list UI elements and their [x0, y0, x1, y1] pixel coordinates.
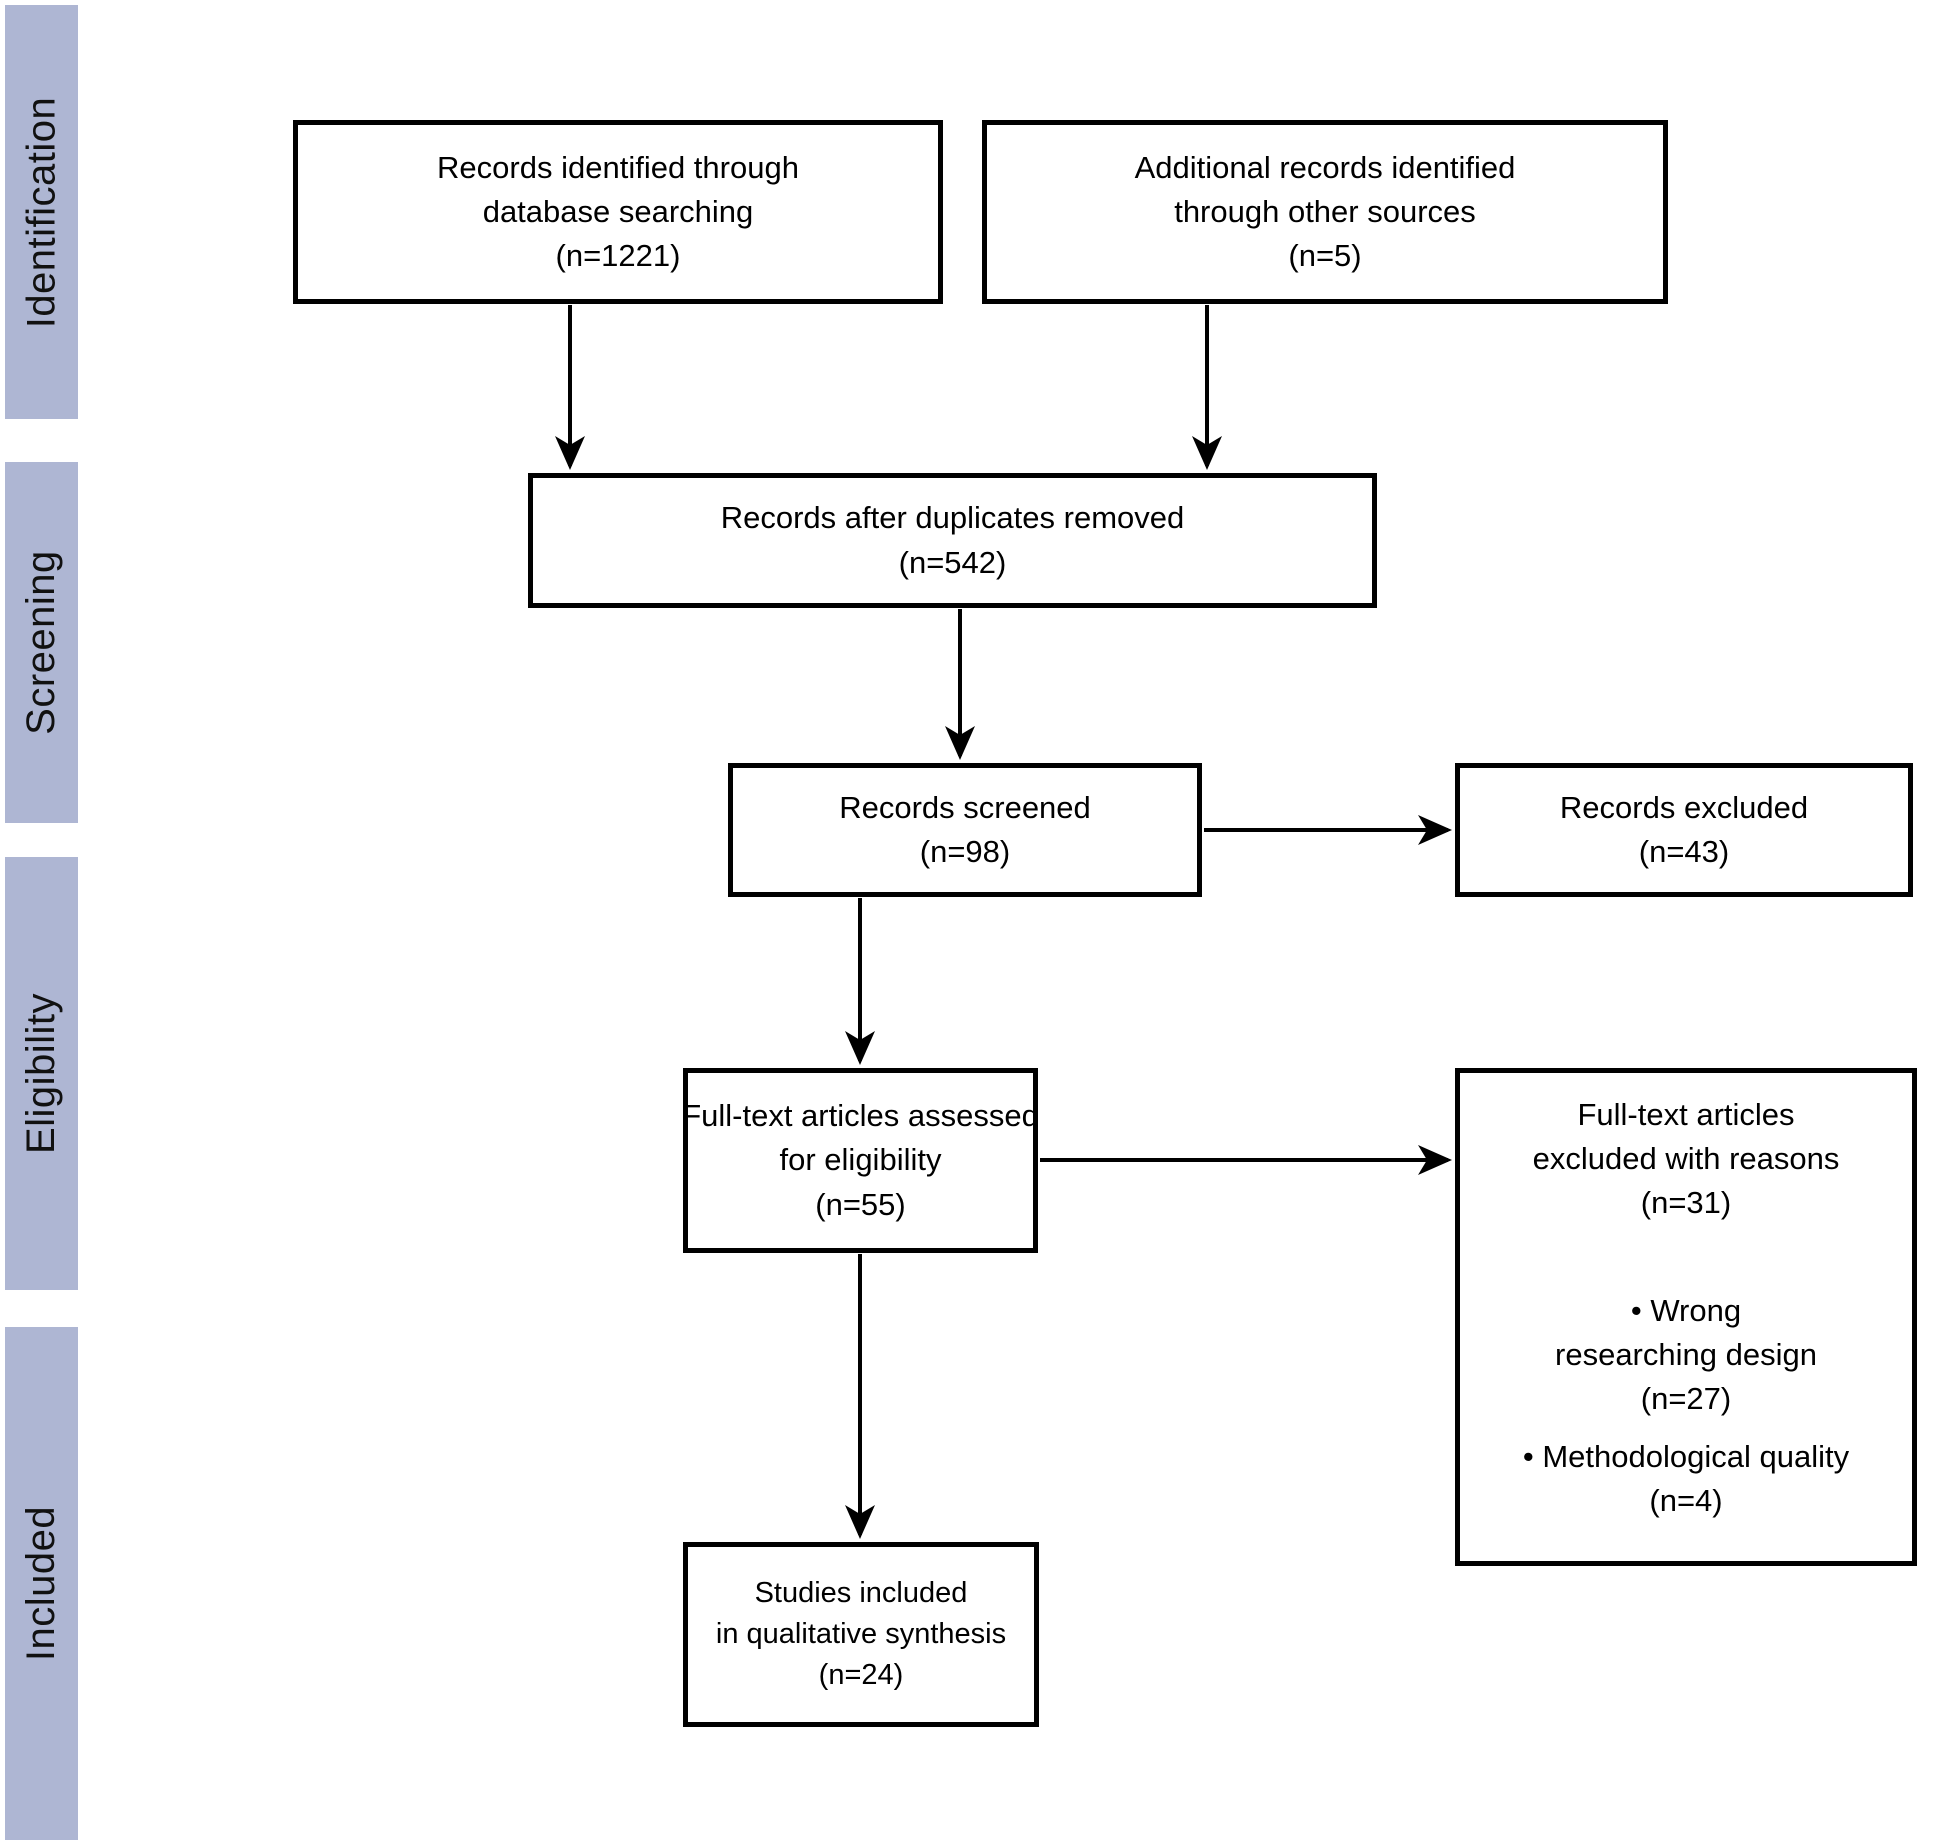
box-count: (n=98): [919, 834, 1011, 869]
box-count: (n=5): [1288, 238, 1362, 273]
stage-label-included: Included: [19, 1505, 64, 1662]
box-line: Full-text articles assessed: [682, 1098, 1039, 1134]
box-line: Records screened: [839, 789, 1091, 825]
box-line: in qualitative synthesis: [715, 1617, 1007, 1650]
stage-label-screening: Screening: [19, 550, 63, 735]
box-line: Records after duplicates removed: [720, 500, 1185, 536]
box-count: (n=542): [898, 544, 1007, 580]
exclusion-reason-line: researching design: [1555, 1337, 1817, 1373]
box-line: through other sources: [1174, 193, 1476, 229]
box-count: (n=24): [818, 1659, 904, 1692]
box-line: Additional records identified: [1134, 149, 1516, 185]
exclusion-reason-bullet: • Wrong: [1630, 1293, 1742, 1329]
box-count: (n=43): [1638, 834, 1730, 869]
stage-label-identification: Identification: [19, 96, 63, 328]
box-line: Records excluded: [1559, 789, 1809, 825]
box-line: database searching: [482, 193, 754, 229]
box-records-screened: [728, 763, 1202, 897]
exclusion-reason-bullet: • Methodological quality: [1522, 1439, 1850, 1475]
box-line: for eligibility: [779, 1142, 942, 1178]
box-studies-included: [683, 1542, 1039, 1727]
stage-label-eligibility: Eligibility: [19, 992, 64, 1155]
box-line: Full-text articles: [1577, 1097, 1795, 1132]
box-count: (n=31): [1640, 1185, 1732, 1221]
stage-bar-screening: [5, 462, 78, 823]
exclusion-reason-count: (n=4): [1649, 1483, 1723, 1519]
box-line: Records identified through: [437, 149, 799, 185]
box-line: Studies included: [754, 1576, 968, 1609]
box-records-excluded: [1455, 763, 1913, 897]
box-fulltext-assessed: [683, 1068, 1038, 1253]
box-count: (n=1221): [555, 238, 681, 273]
box-duplicates-removed: [528, 473, 1377, 608]
exclusion-reason-count: (n=27): [1640, 1381, 1732, 1417]
box-count: (n=55): [815, 1186, 906, 1222]
box-line: excluded with reasons: [1532, 1141, 1840, 1177]
stage-bar-identification: [5, 5, 78, 419]
box-records-identified: [293, 120, 943, 304]
box-additional-records: [982, 120, 1668, 304]
stage-bar-included: [5, 1327, 78, 1840]
stage-bar-eligibility: [5, 857, 78, 1290]
box-fulltext-excluded: [1455, 1068, 1917, 1566]
